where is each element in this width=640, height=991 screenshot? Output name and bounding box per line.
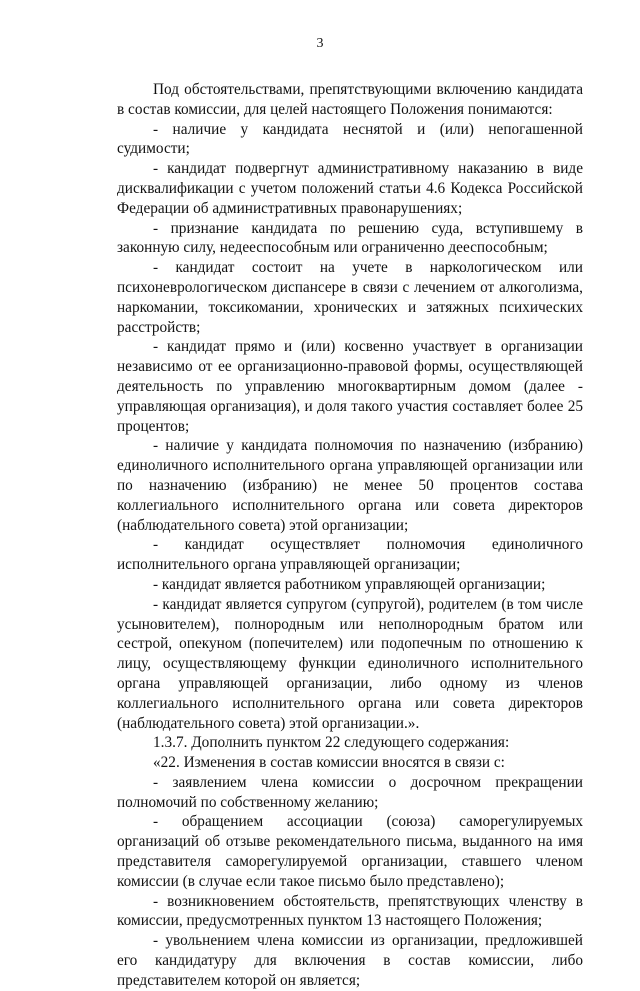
document-body — [117, 80, 583, 991]
list-item-recommendation-withdrawal: - обращением ассоциации (союза) саморегулируемых организаций об отзыве рекомендательного письма, выданного на имя представителя саморегулируемой организации, ставшего членом комиссии (в случае если такое письмо было представлено); — [117, 813, 583, 890]
list-item-appointment-powers: - наличие у кандидата полномочия по назначению (избранию) единоличного исполнительного органа управляющей организации или по назначению (избранию) не менее 50 процентов состава коллегиального исполнительного органа или совета директоров (наблюдательного совета) этой организации; — [117, 437, 583, 534]
list-item-disqualification: - кандидат подвергнут административному наказанию в виде дисквалификации с учетом положений статьи 4.6 Кодекса Российской Федерации об административных правонарушениях; — [117, 160, 583, 217]
list-item-criminal-record: - наличие у кандидата неснятой и (или) непогашенной судимости; — [117, 120, 583, 158]
paragraph-clause-22: «22. Изменения в состав комиссии вносятся в связи с: — [153, 754, 505, 772]
list-item-employee: - кандидат является работником управляющей организации; — [153, 575, 546, 593]
page-number: 3 — [316, 36, 324, 51]
list-item-obstacles: - возникновением обстоятельств, препятствующих членству в комиссии, предусмотренных пунктом 13 настоящего Положения; — [117, 892, 583, 930]
list-item-incapacity: - признание кандидата по решению суда, вступившему в законную силу, недееспособным или ограниченно дееспособным; — [117, 219, 583, 257]
list-item-relative: - кандидат является супругом (супругой), родителем (в том числе усыновителем), полнородным или неполнородным братом или сестрой, опекуном (попечителем) или подопечным по отношению к лицу, осуществляющему функции единоличного исполнительного органа управляющей организации, либо одному из членов коллегиального исполнительного органа или совета директоров (наблюдательного совета) этой организации.». — [117, 595, 583, 732]
paragraph-amendment: 1.3.7. Дополнить пунктом 22 следующего содержания: — [153, 734, 510, 752]
list-item-dispensary: - кандидат состоит на учете в наркологическом или психоневрологическом диспансере в связи с лечением от алкоголизма, наркомании, токсикомании, хронических и затяжных психических расстройств; — [117, 259, 583, 336]
list-item-participation: - кандидат прямо и (или) косвенно участвует в организации независимо от ее организационно-правовой формы, осуществляющей деятельность по управлению многоквартирным домом (далее - управляющая организация), и доля такого участия составляет более 25 процентов; — [117, 338, 583, 435]
list-item-executive-powers: - кандидат осуществляет полномочия единоличного исполнительного органа управляющей организации; — [117, 536, 583, 574]
list-item-resignation: - заявлением члена комиссии о досрочном прекращении полномочий по собственному желанию; — [117, 773, 583, 811]
list-item-dismissal: - увольнением члена комиссии из организации, предложившей его кандидатуру для включения в состав комиссии, либо представителем которой он является; — [117, 932, 583, 989]
paragraph-intro: Под обстоятельствами, препятствующими включению кандидата в состав комиссии, для целей настоящего Положения понимаются: — [117, 81, 583, 118]
